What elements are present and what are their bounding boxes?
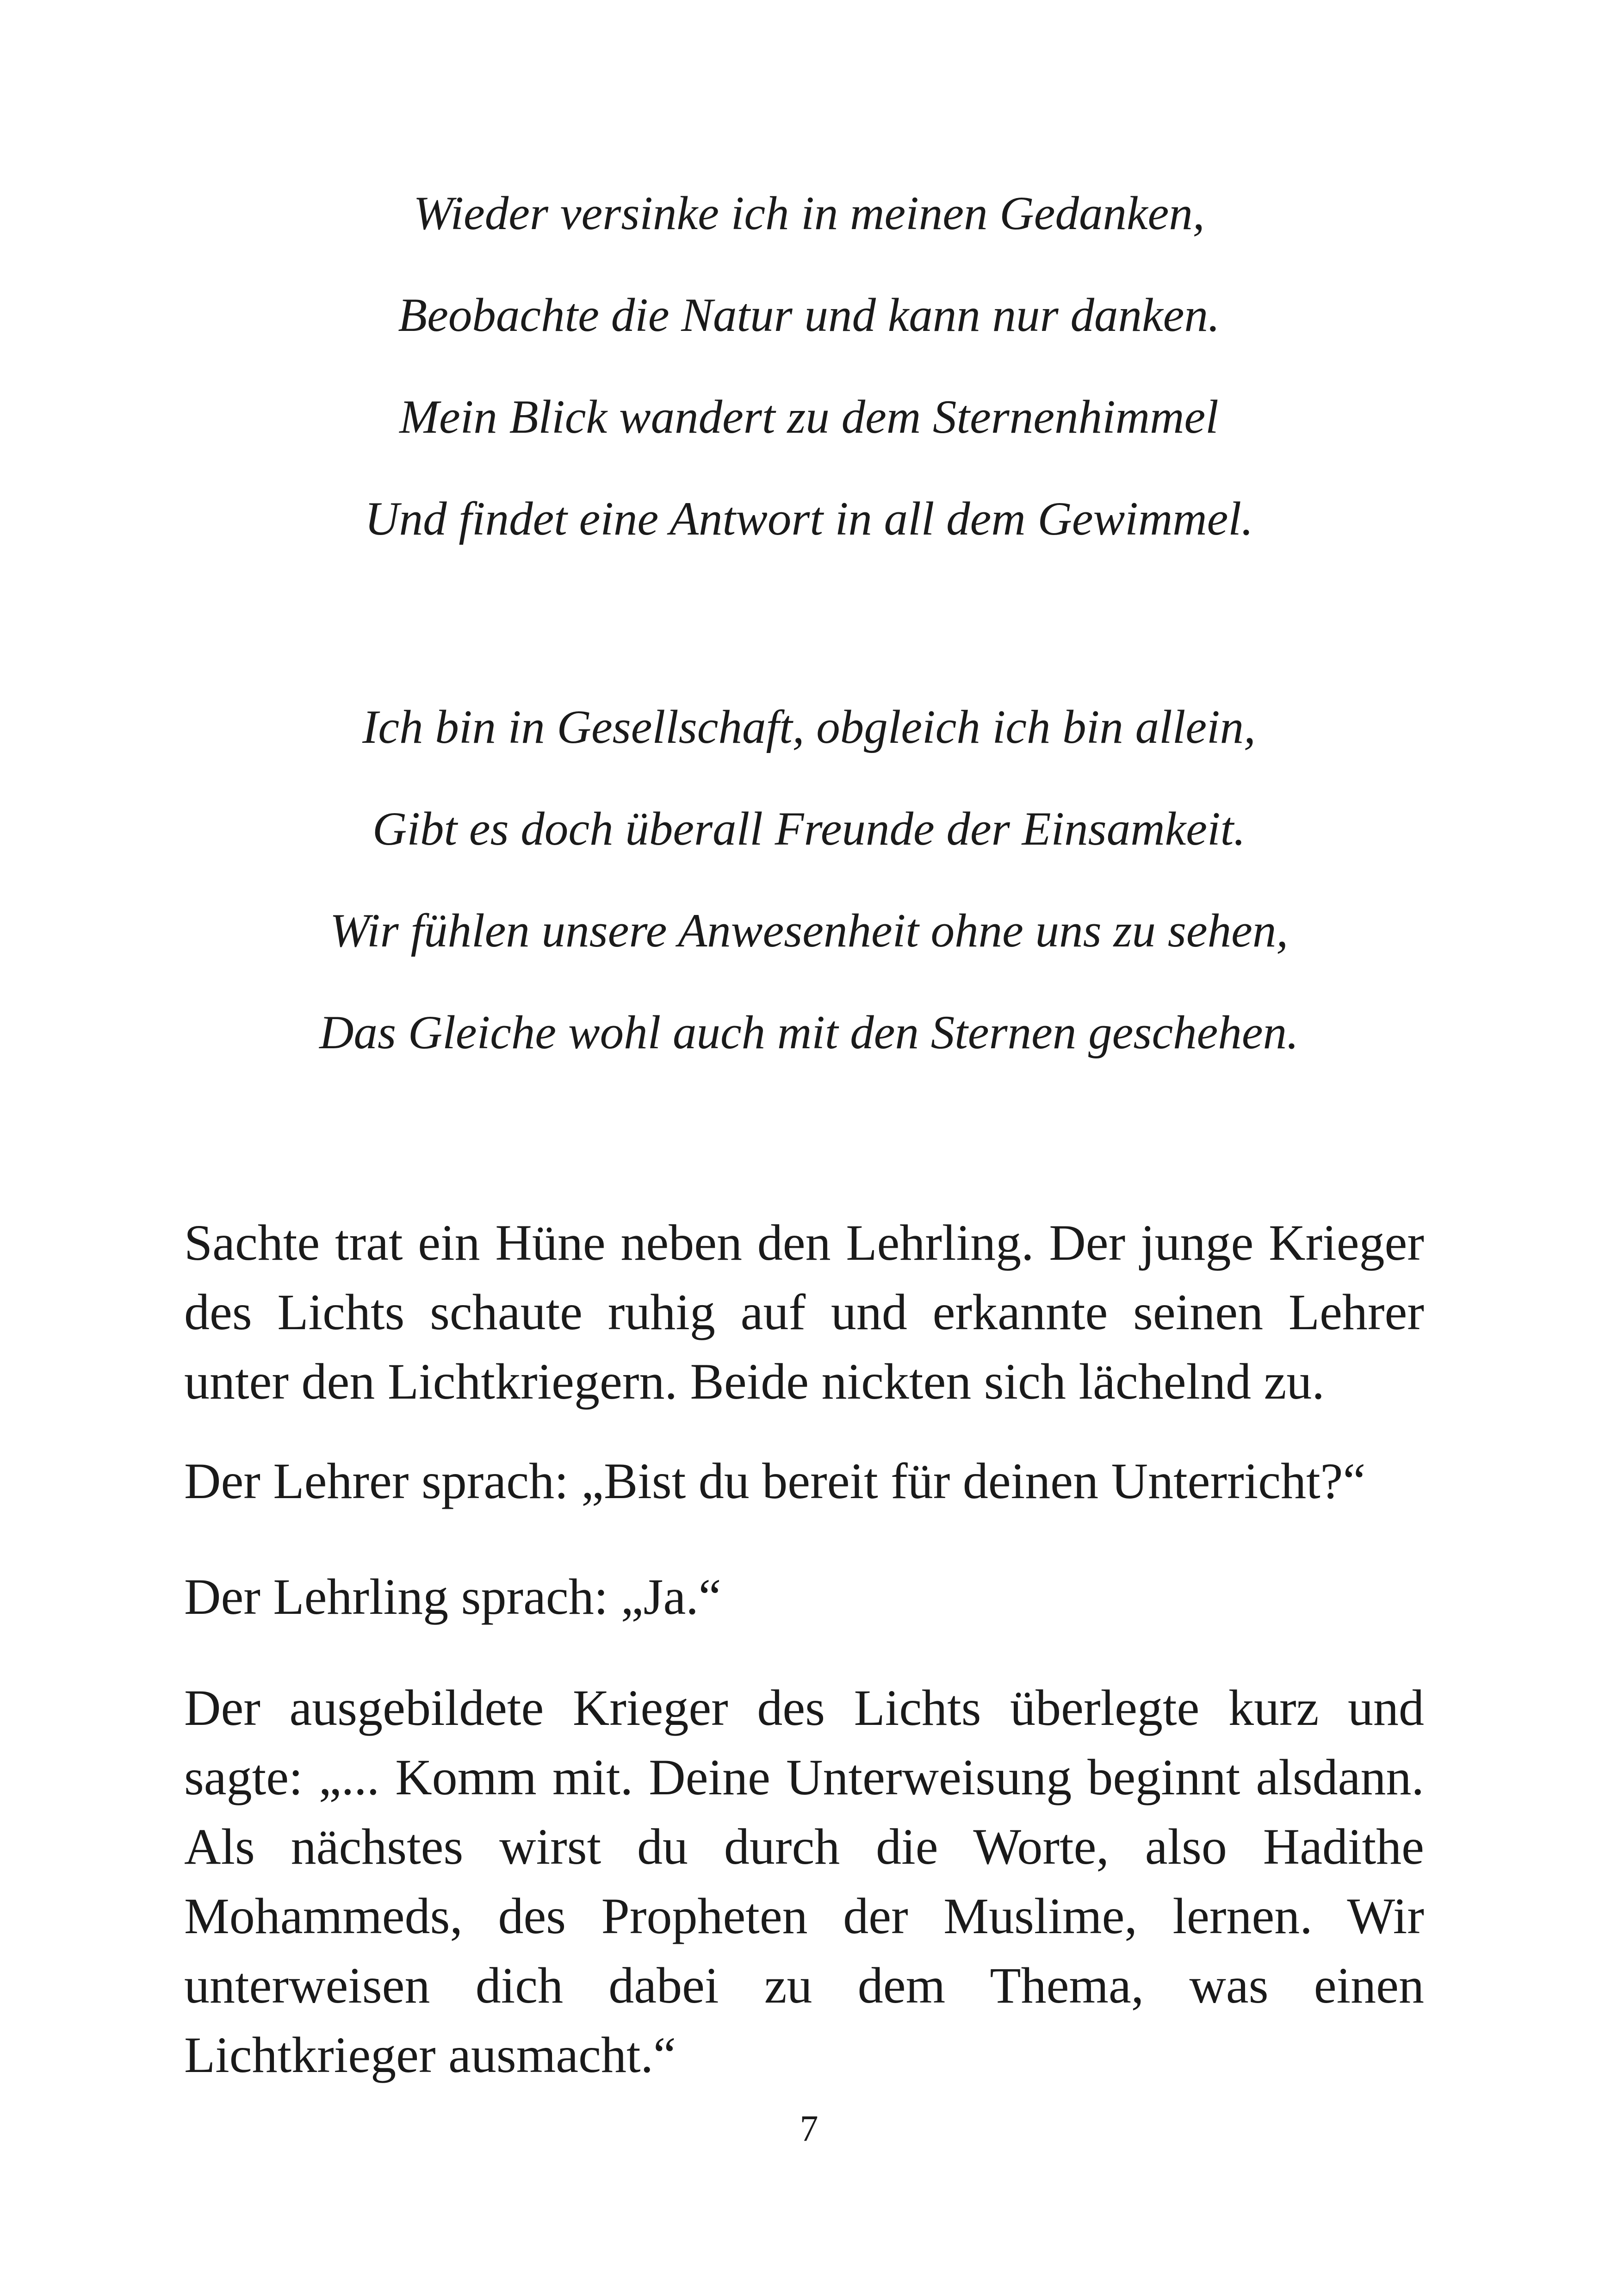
prose-paragraph-2-block xyxy=(184,1446,1424,1516)
prose-paragraph-1-block xyxy=(184,1208,1424,1416)
page-number: 7 xyxy=(800,2109,818,2149)
poem-line-6: Gibt es doch überall Freunde der Einsamkeit. xyxy=(372,803,1246,855)
poem-line-3: Mein Blick wandert zu dem Sternenhimmel xyxy=(399,391,1219,443)
poem-line-8: Das Gleiche wohl auch mit den Sternen geschehen. xyxy=(319,1006,1299,1059)
prose-paragraph-3-block xyxy=(184,1562,1424,1631)
poem-line-2: Beobachte die Natur und kann nur danken. xyxy=(398,289,1220,342)
poem-line-5: Ich bin in Gesellschaft, obgleich ich bin allein, xyxy=(362,701,1256,753)
prose-paragraph-4-block xyxy=(184,1673,1424,2090)
poem-line-1: Wieder versinke ich in meinen Gedanken, xyxy=(413,187,1205,240)
prose-paragraph: Der Lehrer sprach: „Bist du bereit für deinen Unterricht?“ xyxy=(184,1453,1366,1509)
poem-line-7: Wir fühlen unsere Anwesenheit ohne uns zu sehen, xyxy=(329,904,1289,957)
prose-paragraph: Der Lehrling sprach: „Ja.“ xyxy=(184,1568,721,1625)
poem-line-4: Und findet eine Antwort in all dem Gewimmel. xyxy=(365,492,1253,545)
prose-paragraph: Der ausgebildete Krieger des Lichts überlegte kurz und sagte: „... Komm mit. Deine Unterweisung beginnt alsdann. Als nächstes wirst du durch die Worte, also Hadithe Mohammeds, des Propheten der Muslime, lernen. Wir unterweisen dich dabei zu dem Thema, was einen Lichtkrieger ausmacht.“ xyxy=(184,1680,1424,2083)
prose-paragraph: Sachte trat ein Hüne neben den Lehrling. Der junge Krieger des Lichts schaute ruhig auf und erkannte seinen Lehrer unter den Lichtkriegern. Beide nickten sich lächelnd zu. xyxy=(184,1214,1424,1410)
